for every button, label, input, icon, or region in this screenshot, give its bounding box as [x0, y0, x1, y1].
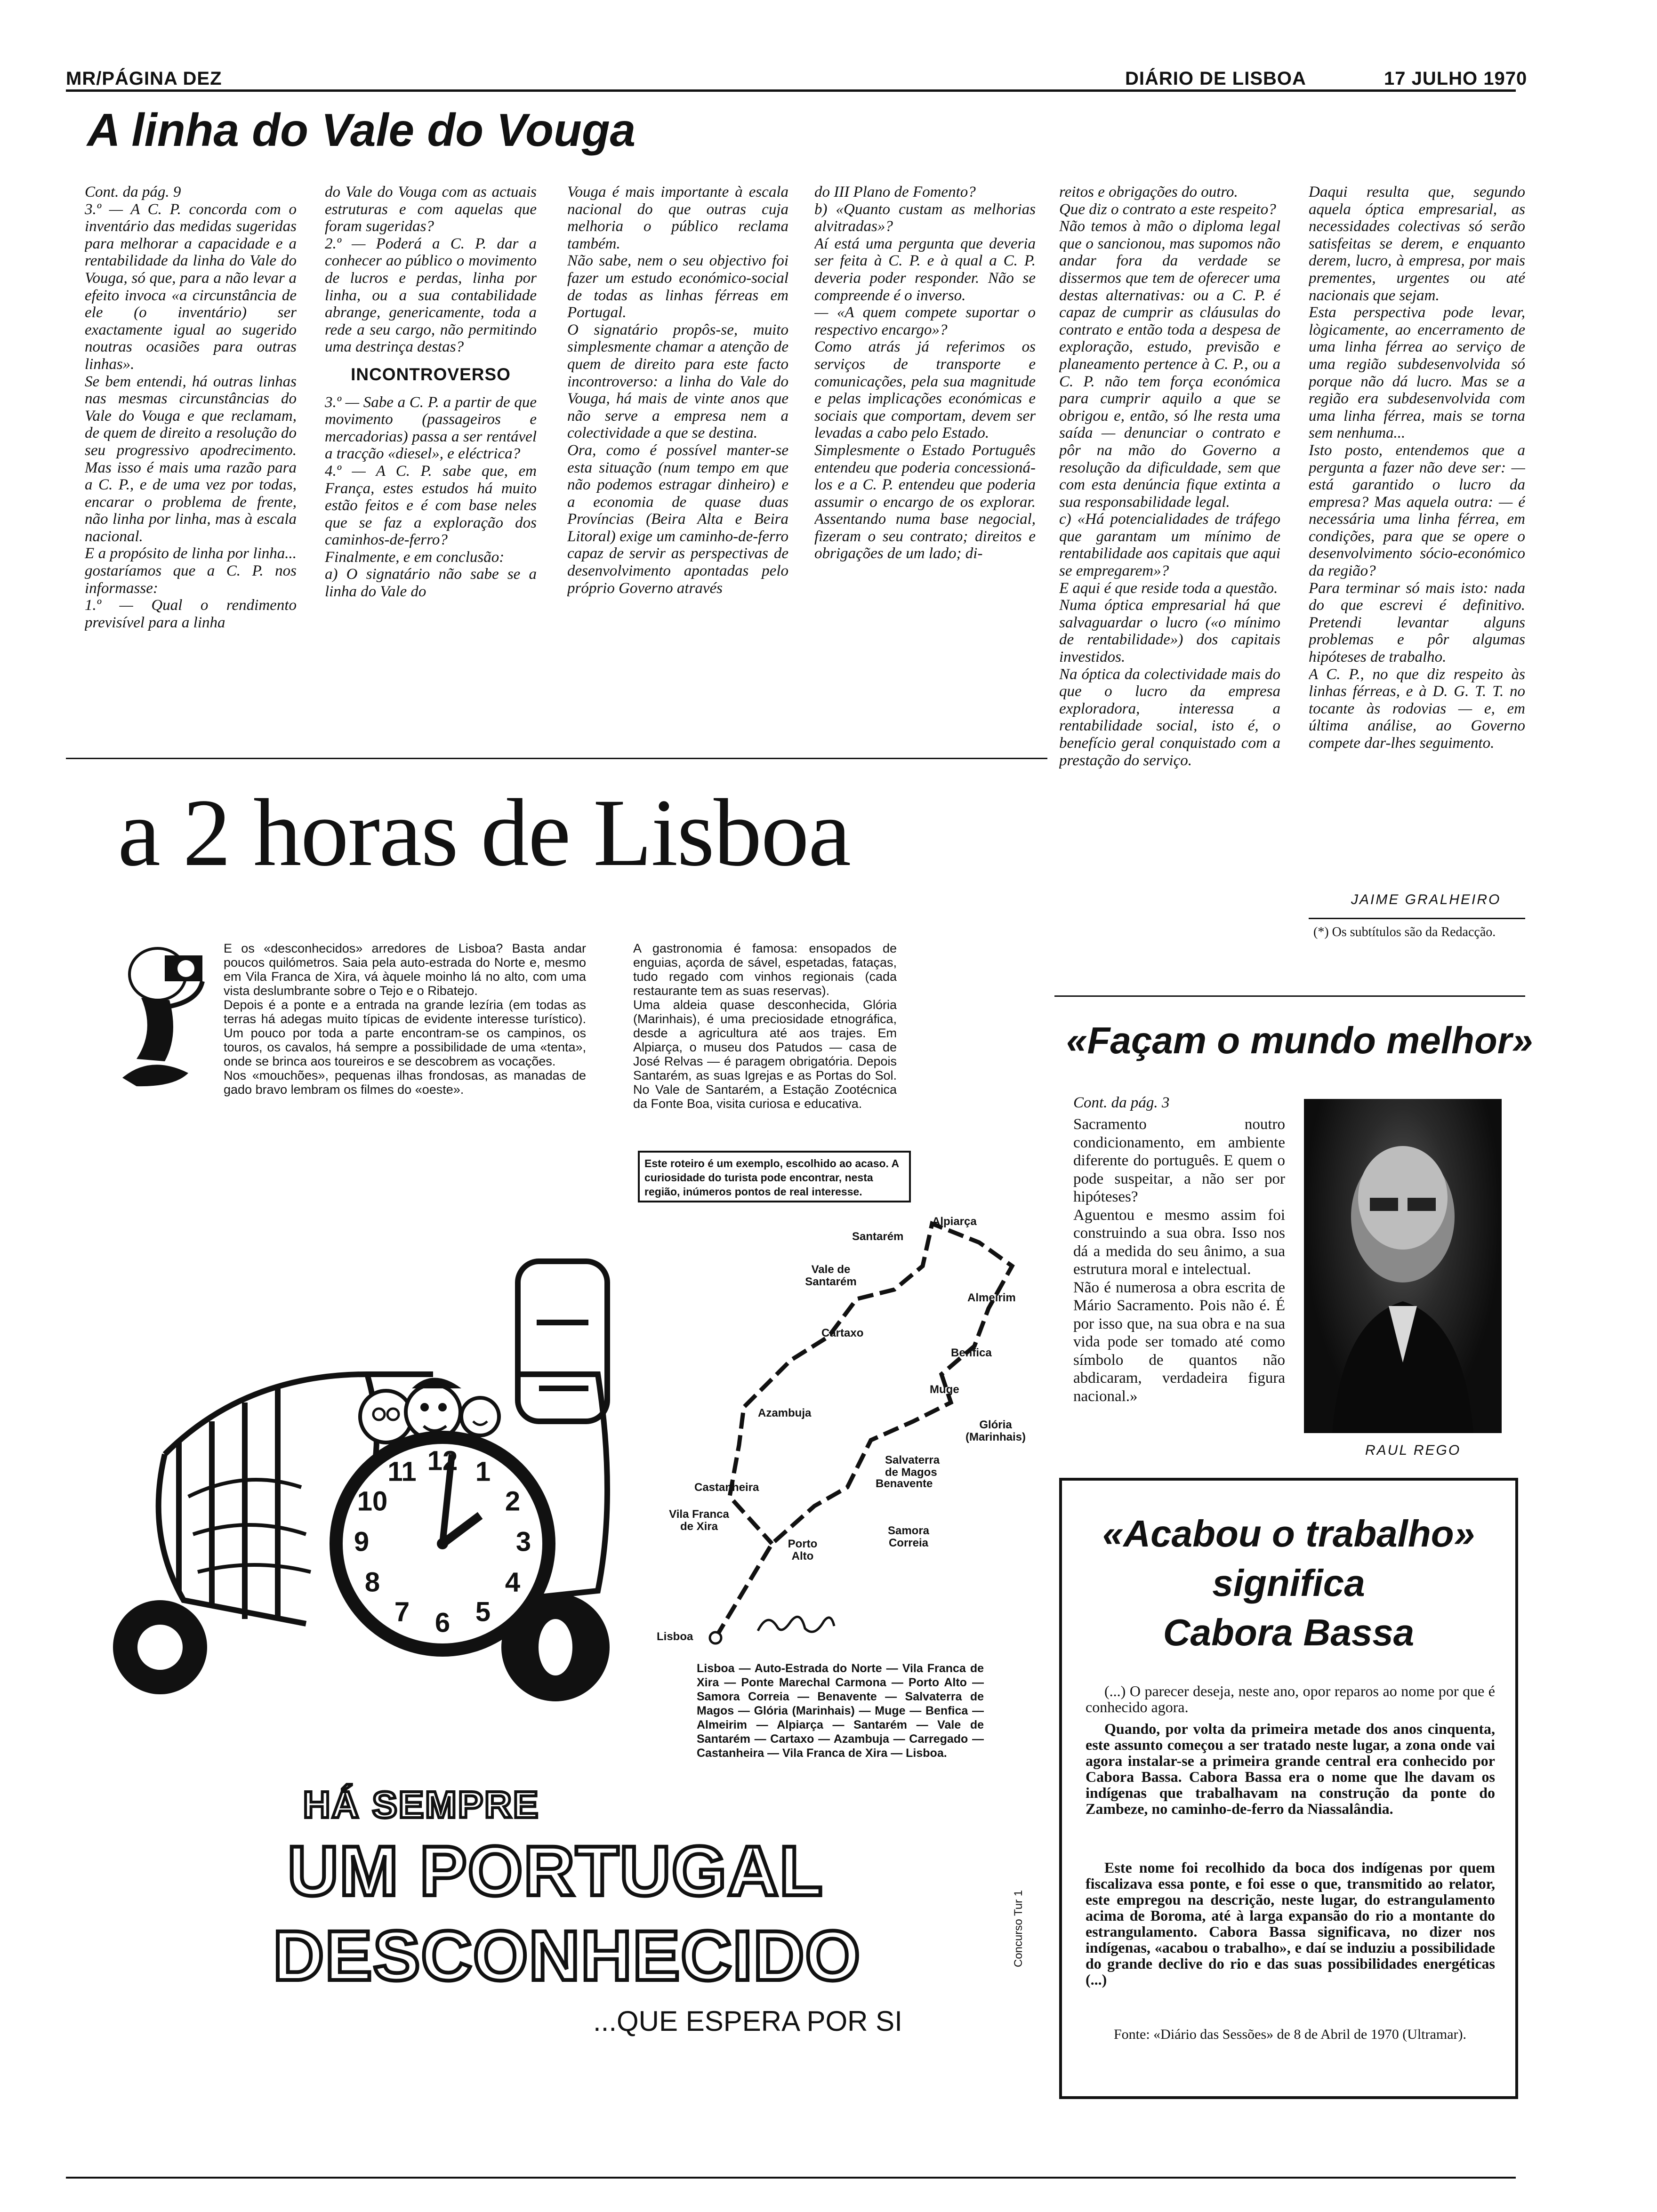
map-label-gloria: Glória (Marinhais)	[965, 1419, 1026, 1443]
vouga-signature: JAIME GRALHEIRO	[1351, 892, 1501, 907]
map-label-azambuja: Azambuja	[758, 1407, 812, 1419]
vouga-col4-text: do III Plano de Fomento? b) «Quanto custam as melhorias alvitradas»? Aí está uma pergunta que deveria ser feita à C. P. e à qual a C. P. deveria poder responder. Não se compreende é o inverso. — «A quem compete suportar o respectivo encargo»? Como atrás já referimos os serviços de transporte e comunicações, pela sua magnitude e pelas implicações económicas e sociais que comportam, devem ser levadas a cabo pelo Estado. Simplesmente o Estado Português entendeu que poderia concessioná-los e a C. P. entendeu que poderia assumir o encargo de os explorar. Assentando numa base negocial, fizeram o seu contrato; direitos e obrigações de um lado; di-	[814, 184, 1036, 562]
map-label-vila-franca: Vila Franca de Xira	[669, 1508, 729, 1533]
cabora-headline-1: «Acabou o trabalho»	[1102, 1513, 1475, 1555]
vouga-column-2	[325, 184, 537, 748]
car-clock-illustration	[104, 1233, 678, 1732]
map-label-muge: Muge	[930, 1383, 959, 1396]
vouga-col5-text: reitos e obrigações do outro. Que diz o contrato a este respeito? Não temos à mão o diploma legal que o sancionou, mas supomos não andar fora da verdade se dissermos que tem de oferecer uma destas alternativas: ou a C. P. é capaz de cumprir as cláusulas do contrato e então toda a despesa de exploração, estudo, previsão e planeamento pertence à C. P., ou a C. P. não tem força económica para cumprir aquilo a que se obrigou e, então, só lhe resta uma saída — denunciar o contrato e pôr na mão do Governo a resolução da dificuldade, sem que com esta denúncia fique extinta a sua responsabilidade legal. c) «Há potencialidades de tráfego que garantam um mínimo de rentabilidade aos capitais que aqui se empregarem»? E aqui é que reside toda a questão. Numa óptica empresarial há que salvaguardar o lucro («o mínimo de rentabilidade») dos capitais investidos. Na óptica da colectividade mais do que o lucro da empresa exploradora, interessa a rentabilidade social, isto é, o benefício geral conquistado com a prestação do serviço.	[1059, 184, 1280, 769]
footnote-rule	[1309, 918, 1525, 919]
clock-numeral: 3	[515, 1526, 531, 1557]
vouga-col2-text-b: 3.º — Sabe a C. P. a partir de que movimento (passageiros e mercadorias) passa a ser rentável a tracção «diesel», e eléctrica? 4.º — A C. P. sabe que, em França, estes estudos há muito estão feitos e é com base neles que se faz a exploração dos caminhos-de-ferro? Finalmente, e em conclusão: a) O signatário não sabe se a linha do Vale do	[325, 393, 537, 601]
vouga-headline: A linha do Vale do Vouga	[87, 104, 636, 156]
vouga-column-1	[85, 184, 297, 748]
raul-rego-photo	[1304, 1099, 1502, 1433]
clock-numeral: 4	[505, 1567, 521, 1598]
slogan-line-3: DESCONHECIDO	[273, 1916, 861, 1995]
slogan-line-2: UM PORTUGAL	[287, 1831, 824, 1910]
cabora-box	[1059, 1478, 1518, 2099]
route-itinerary: Lisboa — Auto-Estrada do Norte — Vila Franca de Xira — Ponte Marechal Carmona — Porto Alto — Samora Correia — Benavente — Salvaterra de Magos — Glória (Marinhais) — Muge — Benfica — Almeirim — Alpiarça — Santarém — Vale de Santarém — Cartaxo — Azambuja — Carregado — Castanheira — Vila Franca de Xira — Lisboa.	[697, 1662, 984, 1760]
vouga-column-5	[1059, 184, 1280, 965]
map-label-almeirim: Almeirim	[967, 1291, 1016, 1304]
ad-note-box: Este roteiro é um exemplo, escolhido ao acaso. A curiosidade do turista pode encontrar, nesta região, inúmeros pontos de real interesse.	[638, 1151, 911, 1202]
cabora-paragraph-1: (...) O parecer deseja, neste ano, opor reparos ao nome por que é conhecido agora.	[1086, 1683, 1495, 1715]
clock-numeral: 8	[364, 1567, 380, 1598]
vouga-col1-text: Cont. da pág. 9 3.º — A C. P. concorda com o inventário das medidas sugeridas para melhorar a capacidade e a rentabilidade da linha do Vale do Vouga, só que, para a não levar a efeito invoca «a circunstância de ele (o inventário) ser exactamente igual ao sugerido noutras ocasiões para outras linhas». Se bem entendi, há outras linhas nas mesmas circunstâncias do Vale do Vouga e que reclamam, de quem de direito a resolução do seu progressivo apodrecimento. Mas isso é mais uma razão para a C. P., e de uma vez por todas, encarar o problema de frente, não linha por linha, mas à escala nacional. E a propósito de linha por linha... gostaríamos que a C. P. nos informasse: 1.º — Qual o rendimento previsível para a linha	[85, 184, 297, 631]
facam-continued: Cont. da pág. 3	[1073, 1094, 1170, 1111]
clock-numeral: 11	[387, 1456, 417, 1487]
newspaper-name: DIÁRIO DE LISBOA	[1125, 68, 1306, 89]
footer-rule	[66, 2177, 1516, 2179]
ad-title: a 2 horas de Lisboa	[118, 779, 850, 886]
ad-credit: Concurso Tur 1	[1012, 1890, 1025, 1967]
ad-text-1	[224, 941, 586, 1144]
clock-numeral: 10	[357, 1486, 388, 1517]
map-label-benfica: Benfica	[951, 1346, 992, 1359]
map-label-salvaterra: Salvaterra de Magos	[885, 1454, 940, 1479]
map-label-samora: Samora Correia	[887, 1524, 930, 1549]
map-label-lisboa: Lisboa	[657, 1630, 693, 1643]
slogan-line-4: ...QUE ESPERA POR SI	[593, 2005, 902, 2037]
clock-numeral: 6	[434, 1607, 450, 1638]
vouga-col3-text: Vouga é mais importante à escala nacional do que outras cuja melhoria o público reclama também. Não sabe, nem o seu objectivo foi fazer um estudo económico-social de todas as linhas férreas em Portugal. O signatário propôs-se, muito simplesmente chamar a atenção de quem de direito para este facto incontroverso: a linha do Vale do Vouga, há mais de vinte anos que não serve a empresa nem a colectividade a que se destina. Ora, como é possível manter-se esta situação (num tempo em que não podemos estragar dinheiro) e a economia de quase duas Províncias (Beira Alta e Beira Litoral) exige um caminho-de-ferro capaz de servir as perspectivas de desenvolvimento apontadas pelo próprio Governo através	[567, 184, 788, 597]
vouga-col2-text-a: do Vale do Vouga com as actuais estruturas e com aquelas que foram sugeridas? 2.º — Poderá a C. P. dar a conhecer ao público o movimento de lucros e perdas, linha por linha, ou a sua contabilidade abrange, genericamente, toda a rede a seu cargo, não permitindo uma destrinça destas?	[325, 184, 537, 356]
photographer-cartoon	[94, 937, 217, 1092]
clock-numeral: 5	[475, 1596, 491, 1627]
cabora-headline-2: significa	[1212, 1562, 1365, 1604]
map-label-porto-alto: Porto Alto	[788, 1538, 818, 1563]
facam-photo-caption: RAUL REGO	[1365, 1443, 1461, 1458]
cabora-paragraph-2: Quando, por volta da primeira metade dos anos cinquenta, este assunto começou a ser tratado neste lugar, a zona onde vai agora instalar-se a primeira grande central era conhecido por Cabora Bassa. Cabora Bassa era o nome que lhe davam os indígenas que trabalhavam na construção da ponte do Zambeze, no caminho-de-ferro da Niassalândia.	[1086, 1720, 1495, 1817]
cabora-source: Fonte: «Diário das Sessões» de 8 de Abril de 1970 (Ultramar).	[1114, 2027, 1467, 2042]
map-label-alpiarca: Alpiarça	[932, 1215, 977, 1228]
facam-top-rule	[1054, 995, 1525, 997]
clock-numeral: 12	[427, 1445, 458, 1476]
clock-numeral: 7	[394, 1596, 410, 1627]
section-label: MR/PÁGINA DEZ	[66, 68, 222, 89]
cabora-headline-3: Cabora Bassa	[1163, 1611, 1415, 1653]
facam-headline: «Façam o mundo melhor»	[1066, 1019, 1533, 1061]
section-rule	[66, 758, 1047, 759]
vouga-column-4	[814, 184, 1036, 748]
clock-numeral: 9	[354, 1526, 370, 1557]
facam-text	[1073, 1115, 1285, 1473]
ad-text-2	[633, 941, 897, 1130]
cabora-paragraph-3: Este nome foi recolhido da boca dos indígenas por quem fiscalizava essa ponte, e foi esse o que, transmitido ao relator, este empregou na descrição, neste lugar, do estrangulamento acima de Boroma, até à larga expansão do rio a montante do estrangulamento. Cabora Bassa significava, no dizer nos indígenas, «acabou o trabalho», e daí se induziu a possibilidade do grande declive do rio e das suas possibilidades energéticas (...)	[1086, 1859, 1495, 1988]
map-label-cartaxo: Cartaxo	[821, 1327, 864, 1339]
ad-text-1-body: E os «desconhecidos» arredores de Lisboa? Basta andar poucos quilómetros. Saia pela auto-estrada do Norte e, mesmo em Vila Franca de Xira, vá àquele moinho lá no alto, com uma vista deslumbrante sobre o Tejo e o Ribatejo. Depois é a ponte e a entrada na grande lezíria (em todas as terras há adegas muito típicas de evidente interesse turístico). Um pouco por toda a parte encontram-se os campinos, os touros, os cavalos, há sempre a possibilidade de uma «tenta», onde se brinca aos toureiros e se descobrem as vocações. Nos «mouchões», pequenas ilhas frondosas, as manadas de gado bravo lembram os filmes do «oeste».	[224, 941, 586, 1097]
slogan-line-1: HÁ SEMPRE	[303, 1784, 540, 1826]
issue-date: 17 JULHO 1970	[1384, 68, 1528, 89]
map-label-benavente: Benavente	[876, 1477, 933, 1490]
vouga-column-6	[1309, 184, 1525, 880]
header-rule	[66, 89, 1516, 92]
artist-signature-mark	[753, 1607, 838, 1645]
vouga-subhead: INCONTROVERSO	[351, 364, 511, 384]
map-label-castanheira: Castanheira	[694, 1481, 759, 1494]
map-label-vale-santarem: Vale de Santarém	[805, 1263, 857, 1288]
vouga-column-3	[567, 184, 788, 748]
vouga-footnote: (*) Os subtítulos são da Redacção.	[1313, 925, 1496, 939]
clock-numeral: 2	[505, 1486, 521, 1517]
vouga-col6-text: Daqui resulta que, segundo aquela óptica empresarial, as necessidades colectivas só serão satisfeitas se derem, e enquanto derem, lucro, à empresa, por mais prementes, urgentes ou até nacionais que sejam. Esta perspectiva pode levar, lògicamente, ao encerramento de uma linha férrea ao serviço de uma região subdesenvolvida só porque não dá lucro. Mas se a região era subdesenvolvida com uma linha férrea, mais se torna sem nenhuma... Isto posto, entendemos que a pergunta a fazer não deve ser: — está garantido o lucro da empresa? Mas aquela outra: — é necessária uma linha férrea, em condições, para que se opere o desenvolvimento sócio-económico da região? Para terminar só mais isto: nada do que escrevi é definitivo. Pretendi levantar alguns problemas e pôr algumas hipóteses de trabalho. A C. P., no que diz respeito às linhas férreas, e à D. G. T. T. no tocante às rodovias — e, em última análise, ao Governo compete dar-lhes seguimento.	[1309, 184, 1525, 752]
ad-text-2-body: A gastronomia é famosa: ensopados de enguias, açorda de sável, espetadas, fataças, tudo regado com vinhos regionais (cada restaurante tem as suas reservas). Uma aldeia quase desconhecida, Glória (Marinhais), é uma preciosidade etnográfica, desde a agricultura até aos trajes. Em Alpiarça, o museu dos Patudos — casa de José Relvas — é paragem obrigatória. Depois Santarém, as suas Igrejas e as Portas do Sol. No Vale de Santarém, a Estação Zootécnica da Fonte Boa, visita curiosa e educativa.	[633, 941, 897, 1111]
facam-body: Sacramento noutro condicionamento, em ambiente diferente do português. E quem o pode suspeitar, a não ser por hipóteses? Aguentou e mesmo assim foi construindo a sua obra. Isso nos dá a medida do seu ânimo, a sua estrutura moral e intelectual. Não é numerosa a obra escrita de Mário Sacramento. Pois não é. É por isso que, na sua obra e na sua vida pode ser tomado até como símbolo de quantos não abdicaram, verdadeira figura nacional.»	[1073, 1116, 1285, 1405]
clock-numeral: 1	[475, 1456, 491, 1487]
map-label-santarem: Santarém	[852, 1230, 904, 1243]
